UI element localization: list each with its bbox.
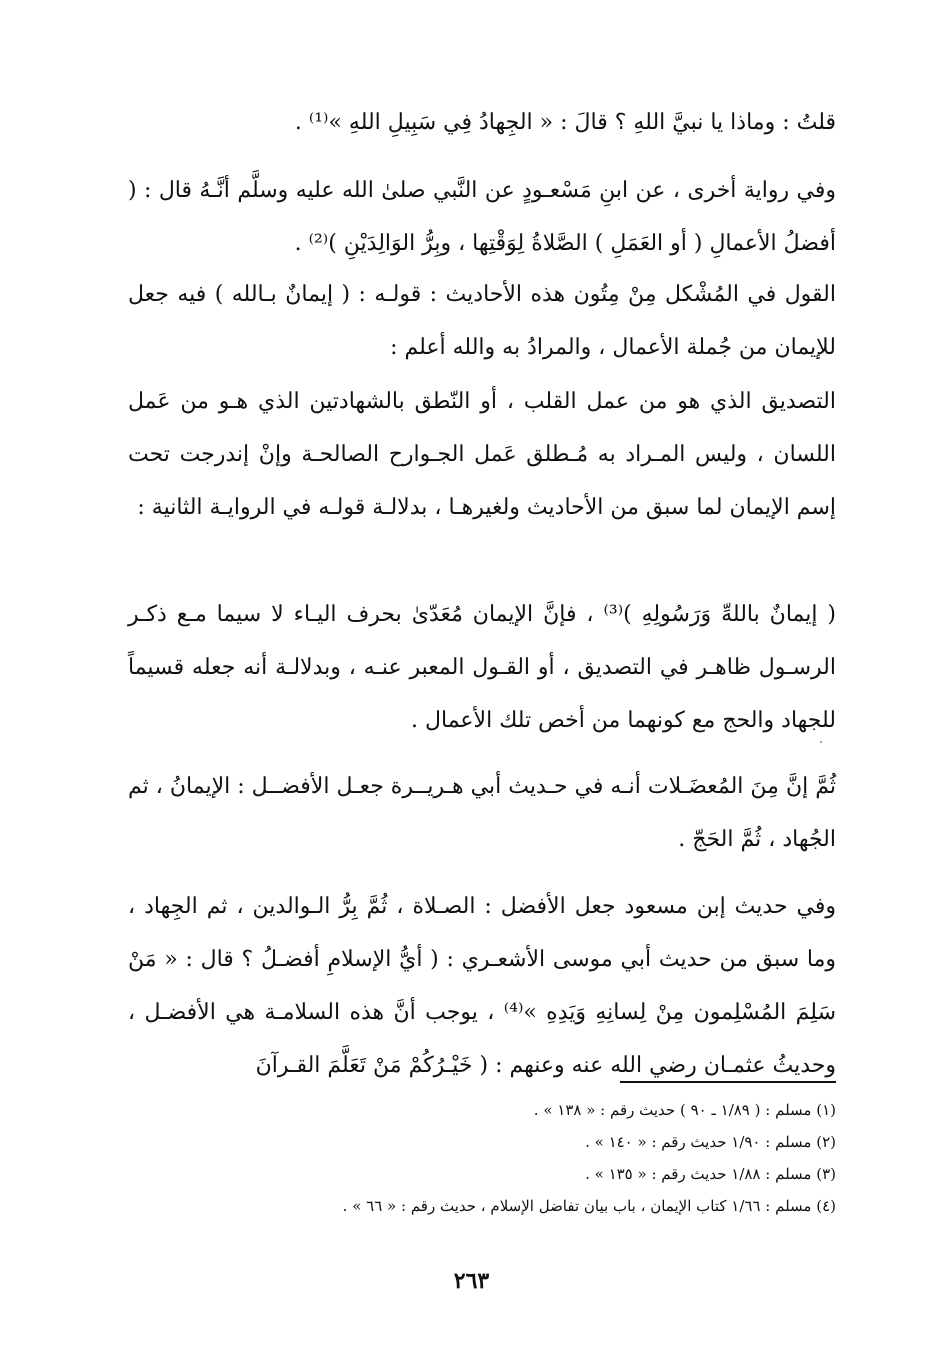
paragraph-5: ( إيمانٌ باللهِّ وَرَسُولِهِ )⁽³⁾ ، فإنَّ الإيمان مُعَدّىٰ بحرف اليـاء لا سيما مـع ذكـر الرسـول ظاهـر في التصديق ، أو القـول المعبر عنـه ، وبدلالـة أنه جعله قسيماً للجهاد والحج مع كونهما من أخص تلك الأعمال . bbox=[128, 602, 837, 733]
footnote-separator bbox=[620, 1081, 836, 1083]
paragraph-7: وفي حديث إبن مسعود جعل الأفضل : الصـلاة ، ثُمَّ بِرُّ الـوالدين ، ثم الجِهاد ، وما سبق من حديث أبي موسى الأشعـري : ( أيُّ الإسلامِ أفضـلُ ؟ قال : « مَنْ سَلِمَ المُسْلِمون مِنْ لِسانِهِ وَيَدِهِ »⁽⁴⁾ ، يوجب أنَّ هذه السلامـة هي الأفضـل ، وحديثُ عثمـان رضي الله عنه وعنهم : ( خَيْـرُكُمْ مَنْ تَعَلَّمَ القـرآنَ bbox=[128, 894, 836, 1078]
paragraph-4: التصديق الذي هو من عمل القلب ، أو النّطق بالشهادتين الذي هـو من عَمل اللسان ، وليس المـراد به مُـطلق عَمل الجـوارح الصالحـة وإنْ إندرجت تحت إسم الإيمان لما سبق من الأحاديث ولغيرهـا ، بدلالـة قولـه في الروايـة الثانية : bbox=[128, 389, 836, 520]
footnote-3: (٣) مسلم : ١/٨٨ حديث رقم : « ١٣٥ » . bbox=[585, 1165, 836, 1183]
footnote-4: (٤) مسلم : ١/٦٦ كتاب الإيمان ، باب بيان تفاضل الإسلام ، حديث رقم : « ٦٦ » . bbox=[342, 1197, 836, 1215]
paragraph-1: قلتُ : وماذا يا نبيَّ اللهِ ؟ قالَ : « الجِهادُ فِي سَبِيلِ اللهِ »⁽¹⁾ . bbox=[294, 110, 836, 135]
paragraph-6: ثُمَّ إنَّ مِنَ المُعضَـلات أنـه في حـديث أبي هـريــرة جعـل الأفضــل : الإيمانُ ، ثم الجُهاد ، ثُمَّ الحَجّ . bbox=[128, 774, 836, 852]
footnote-2: (٢) مسلم : ١/٩٠ حديث رقم : « ١٤٠ » . bbox=[585, 1133, 836, 1151]
scan-speck bbox=[820, 741, 822, 743]
paragraph-2: وفي رواية أخرى ، عن ابنِ مَسْعـودٍ عن النَّبي صلىٰ الله عليه وسلَّم أنَّـهُ قال : ( أفضلُ الأعمالِ ( أو العَمَلِ ) الصَّلاةُ لِوَقْتِها ، وبِرُّ الوَالِدَيْنِ )⁽²⁾ . bbox=[128, 178, 836, 256]
page-number: ٢٦٣ bbox=[453, 1268, 490, 1294]
footnote-1: (١) مسلم : ( ١/٨٩ ـ ٩٠ ) حديث رقم : « ١٣٨ » . bbox=[533, 1101, 836, 1119]
paragraph-3: القول في المُشْكل مِنْ مِتُون هذه الأحاديث : قولـه : ( إيمانٌ بـالله ) فيه جعل للإيمان من جُملة الأعمال ، والمرادُ به والله أعلم : bbox=[128, 282, 836, 360]
